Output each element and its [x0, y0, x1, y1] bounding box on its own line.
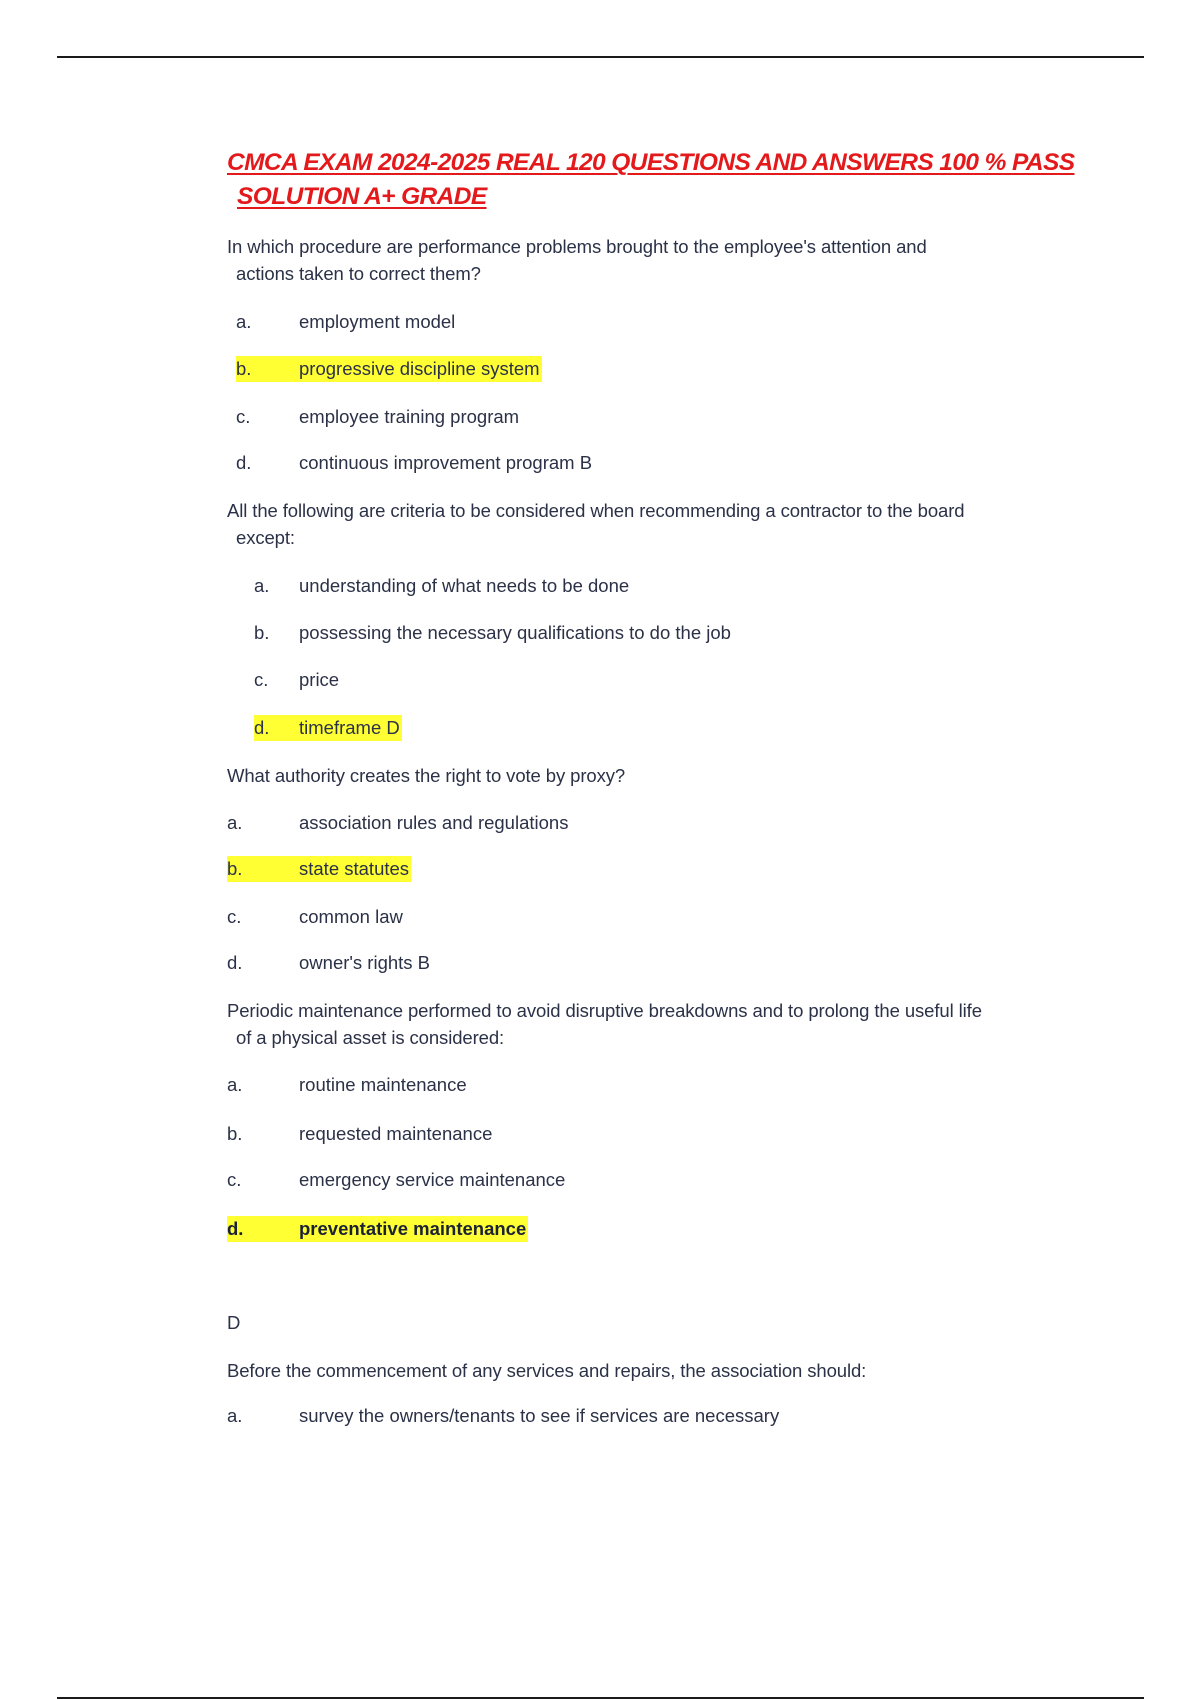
question-4-option-d-highlighted: d. preventative maintenance [227, 1216, 528, 1242]
header-rule [57, 56, 1144, 58]
question-5 [227, 1357, 1107, 1384]
question-1 [227, 233, 1107, 287]
title-line-2: SOLUTION A+ GRADE [237, 183, 487, 210]
question-2-line-1: All the following are criteria to be considered when recommending a contractor to the board [227, 500, 965, 521]
question-4-option-a: a. routine maintenance [227, 1074, 467, 1095]
question-2-option-b: b. possessing the necessary qualifications to do the job [254, 622, 731, 643]
question-3-option-b-highlighted: b. state statutes [227, 856, 411, 882]
question-4-option-b: b. requested maintenance [227, 1123, 493, 1144]
title-line-1: CMCA EXAM 2024-2025 REAL 120 QUESTIONS AND ANSWERS 100 % PASS [227, 149, 1075, 176]
question-5-option-a: a. survey the owners/tenants to see if services are necessary [227, 1405, 780, 1426]
question-4-option-c: c. emergency service maintenance [227, 1169, 566, 1190]
question-1-option-b-highlighted: b. progressive discipline system [236, 356, 542, 382]
footer-rule [57, 1697, 1144, 1699]
question-5-line-1: Before the commencement of any services and repairs, the association should: [227, 1360, 867, 1381]
question-2-option-a: a. understanding of what needs to be done [254, 575, 630, 596]
question-1-option-d: d. continuous improvement program B [236, 452, 593, 473]
question-2-option-d-highlighted: d. timeframe D [254, 715, 402, 741]
question-1-line-2: actions taken to correct them? [236, 263, 481, 284]
question-4 [227, 997, 1107, 1051]
question-3 [227, 762, 1107, 789]
question-4-line-2: of a physical asset is considered: [236, 1027, 505, 1048]
question-1-line-1: In which procedure are performance problems brought to the employee's attention and [227, 236, 927, 257]
question-1-option-c: c. employee training program [236, 406, 520, 427]
question-2-option-c: c. price [254, 669, 340, 690]
question-4-line-1: Periodic maintenance performed to avoid disruptive breakdowns and to prolong the useful life [227, 1000, 982, 1021]
question-4-answer: D [227, 1312, 241, 1333]
question-3-option-d: d. owner's rights B [227, 952, 431, 973]
question-2-line-2: except: [236, 527, 295, 548]
question-2 [227, 497, 1107, 551]
question-1-option-a: a. employment model [236, 311, 456, 332]
question-3-line-1: What authority creates the right to vote by proxy? [227, 765, 626, 786]
question-3-option-c: c. common law [227, 906, 403, 927]
question-3-option-a: a. association rules and regulations [227, 812, 569, 833]
document-title [227, 146, 1107, 214]
